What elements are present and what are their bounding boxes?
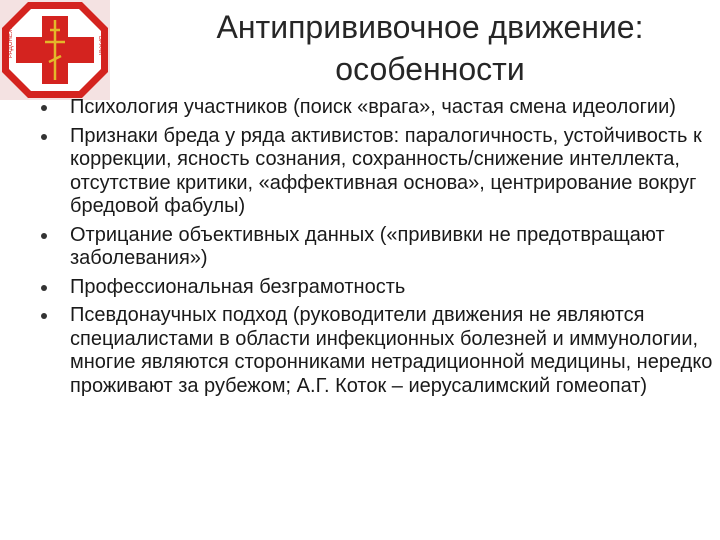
- bullet-dot-icon: [41, 134, 47, 140]
- bullet-text: Признаки бреда у ряда активистов: паралогичность, устойчивость к коррекции, ясность сознания, сохранность/снижение интеллекта, отсутствие критики, «аффективная основа», центрирование вокруг бредовой фабулы): [70, 124, 702, 217]
- bullet-dot-icon: [41, 285, 47, 291]
- bullet-list: [38, 96, 718, 403]
- bullet-item: [38, 224, 718, 271]
- orthodox-cross-emblem-icon: [0, 0, 110, 100]
- svg-text:РОССИЯ: РОССИЯ: [42, 92, 68, 98]
- bullet-text: Отрицание объективных данных («прививки не предотвращают заболевания»): [70, 223, 665, 269]
- bullet-dot-icon: [41, 105, 47, 111]
- svg-text:РАДОНЕЖ: РАДОНЕЖ: [8, 27, 14, 58]
- bullet-text: Профессиональная безграмотность: [70, 275, 406, 298]
- bullet-item: [38, 304, 718, 398]
- bullet-item: [38, 96, 718, 120]
- bullet-dot-icon: [41, 313, 47, 319]
- bullet-item: [38, 125, 718, 219]
- title-line-1: Антипрививочное движение:: [216, 9, 644, 45]
- title-line-2: особенности: [335, 51, 525, 87]
- svg-text:ВРАЧИ: ВРАЧИ: [97, 36, 103, 56]
- bullet-item: [38, 276, 718, 300]
- logo: [0, 0, 110, 100]
- bullet-dot-icon: [41, 233, 47, 239]
- slide-title: [150, 6, 710, 90]
- bullet-text: Псевдонаучных подход (руководители движения не являются специалистами в области инфекционных болезней и иммунологии, многие являются сторонниками нетрадиционной медицины, нередко проживают за рубежом; А.Г. Коток – иерусалимский гомеопат): [70, 304, 713, 397]
- bullet-text: Психология участников (поиск «врага», частая смена идеологии): [70, 96, 676, 118]
